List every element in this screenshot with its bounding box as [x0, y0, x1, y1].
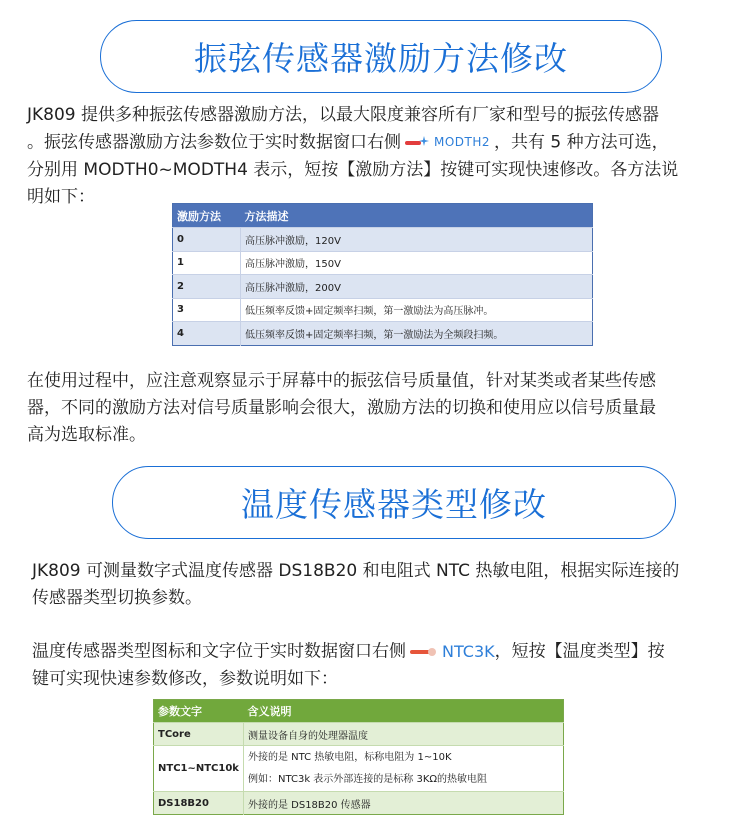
table-row [154, 746, 564, 792]
param-desc: 外接的是 DS18B20 传感器 [243, 792, 563, 815]
param-code: DS18B20 [154, 792, 244, 815]
text-line [32, 638, 732, 666]
text-line: 传感器类型切换参数。 [32, 588, 202, 608]
table-row [173, 228, 593, 252]
text-segment: 。振弦传感器激励方法参数位于实时数据窗口右侧 [27, 132, 401, 153]
table-header: 激励方法 [173, 204, 241, 228]
temperature-type-table [153, 699, 564, 815]
text-line: JK809 可测量数字式温度传感器 DS18B20 和电阻式 NTC 热敏电阻，根据实际连接的 [32, 561, 680, 581]
param-code: TCore [154, 723, 244, 746]
text-line: 明如下： [27, 186, 95, 207]
temperature-icon-paragraph [32, 638, 732, 693]
method-code: 3 [173, 298, 241, 322]
method-desc: 高压脉冲激励，200V [241, 275, 593, 299]
intro-paragraph [27, 102, 727, 211]
excitation-method-table [172, 203, 593, 346]
text-line: 在使用过程中，应注意观察显示于屏幕中的振弦信号质量值，针对某类或者某些传感 [27, 371, 656, 391]
table-row [154, 792, 564, 815]
section-title-text: 振弦传感器激励方法修改 [194, 39, 568, 78]
param-desc [243, 746, 563, 792]
table-header: 参数文字 [154, 700, 244, 723]
method-code: 2 [173, 275, 241, 299]
modth-label: MODTH2 [434, 135, 491, 149]
text-line: JK809 提供多种振弦传感器激励方法，以最大限度兼容所有厂家和型号的振弦传感器 [27, 105, 660, 125]
table-row [154, 723, 564, 746]
method-desc: 低压频率反馈+固定频率扫频，第一激励法为高压脉冲。 [241, 298, 593, 322]
thermistor-icon [410, 647, 436, 657]
method-code: 1 [173, 251, 241, 275]
method-desc: 低压频率反馈+固定频率扫频，第一激励法为全频段扫频。 [241, 322, 593, 346]
section-title-vibrating-wire [100, 20, 662, 93]
section-title-temperature [112, 466, 676, 539]
section-title-text: 温度传感器类型修改 [241, 485, 547, 524]
table-row [173, 251, 593, 275]
ntc-label: NTC3K [442, 642, 495, 661]
method-desc: 高压脉冲激励，150V [241, 251, 593, 275]
text-line: 器，不同的激励方法对信号质量影响会很大，激励方法的切换和使用应以信号质量最 [27, 398, 656, 418]
param-desc-line: 外接的是 NTC 热敏电阻，标称电阻为 1~10K [247, 751, 452, 763]
table-header: 方法描述 [241, 204, 593, 228]
param-desc-line: 例如：NTC3k 表示外部连接的是标称 3KΩ的热敏电阻 [247, 773, 488, 785]
usage-note-paragraph [27, 368, 727, 449]
text-segment: ，短按【温度类型】按 [494, 641, 665, 662]
text-line: 高为选取标准。 [27, 425, 146, 445]
table-header: 含义说明 [243, 700, 563, 723]
method-code: 0 [173, 228, 241, 252]
table-row [173, 298, 593, 322]
text-line [27, 129, 727, 157]
text-segment: ，共有 5 种方法可选， [494, 132, 669, 153]
text-segment: 温度传感器类型图标和文字位于实时数据窗口右侧 [32, 641, 406, 662]
param-code: NTC1~NTC10k [154, 746, 244, 792]
temperature-intro-paragraph [32, 558, 732, 612]
table-row [173, 275, 593, 299]
text-line: 键可实现快速参数修改，参数说明如下： [32, 668, 338, 689]
method-desc: 高压脉冲激励，120V [241, 228, 593, 252]
excitation-wave-icon [405, 136, 431, 150]
text-line: 分别用 MODTH0~MODTH4 表示，短按【激励方法】按键可实现快速修改。各方法说 [27, 159, 679, 180]
table-row [173, 322, 593, 346]
method-code: 4 [173, 322, 241, 346]
param-desc: 测量设备自身的处理器温度 [243, 723, 563, 746]
